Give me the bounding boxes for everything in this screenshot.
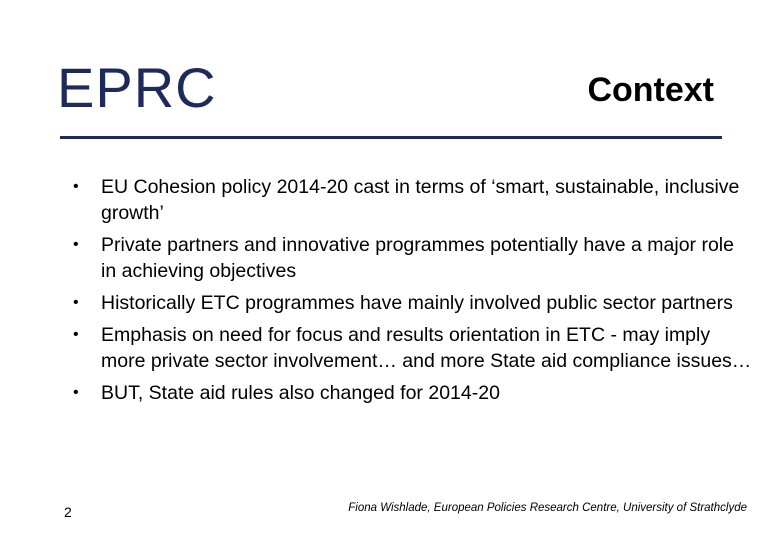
bullet-marker: • (73, 384, 79, 401)
bullet-text: Historically ETC programmes have mainly involved public sector partners (101, 292, 733, 314)
bullet-item (73, 322, 753, 374)
bullet-marker: • (73, 178, 79, 195)
bullet-text: BUT, State aid rules also changed for 2014-20 (101, 382, 500, 404)
page-number: 2 (64, 504, 72, 520)
header-divider (60, 136, 722, 139)
bullet-list (73, 174, 753, 412)
bullet-item (73, 290, 753, 316)
footer-credit: Fiona Wishlade, European Policies Research Centre, University of Strathclyde (348, 502, 747, 514)
bullet-item (73, 174, 753, 226)
slide-title: Context (587, 71, 714, 109)
bullet-item (73, 380, 753, 406)
bullet-marker: • (73, 294, 79, 311)
eprc-logo: EPRC (57, 56, 217, 119)
bullet-marker: • (73, 326, 79, 343)
bullet-text: Emphasis on need for focus and results orientation in ETC - may imply more private sector involvement… and more State aid compliance issues… (101, 324, 752, 372)
bullet-marker: • (73, 236, 79, 253)
bullet-text: Private partners and innovative programmes potentially have a major role in achieving objectives (101, 234, 734, 282)
bullet-item (73, 232, 753, 284)
bullet-text: EU Cohesion policy 2014-20 cast in terms of ‘smart, sustainable, inclusive growth’ (101, 176, 740, 224)
